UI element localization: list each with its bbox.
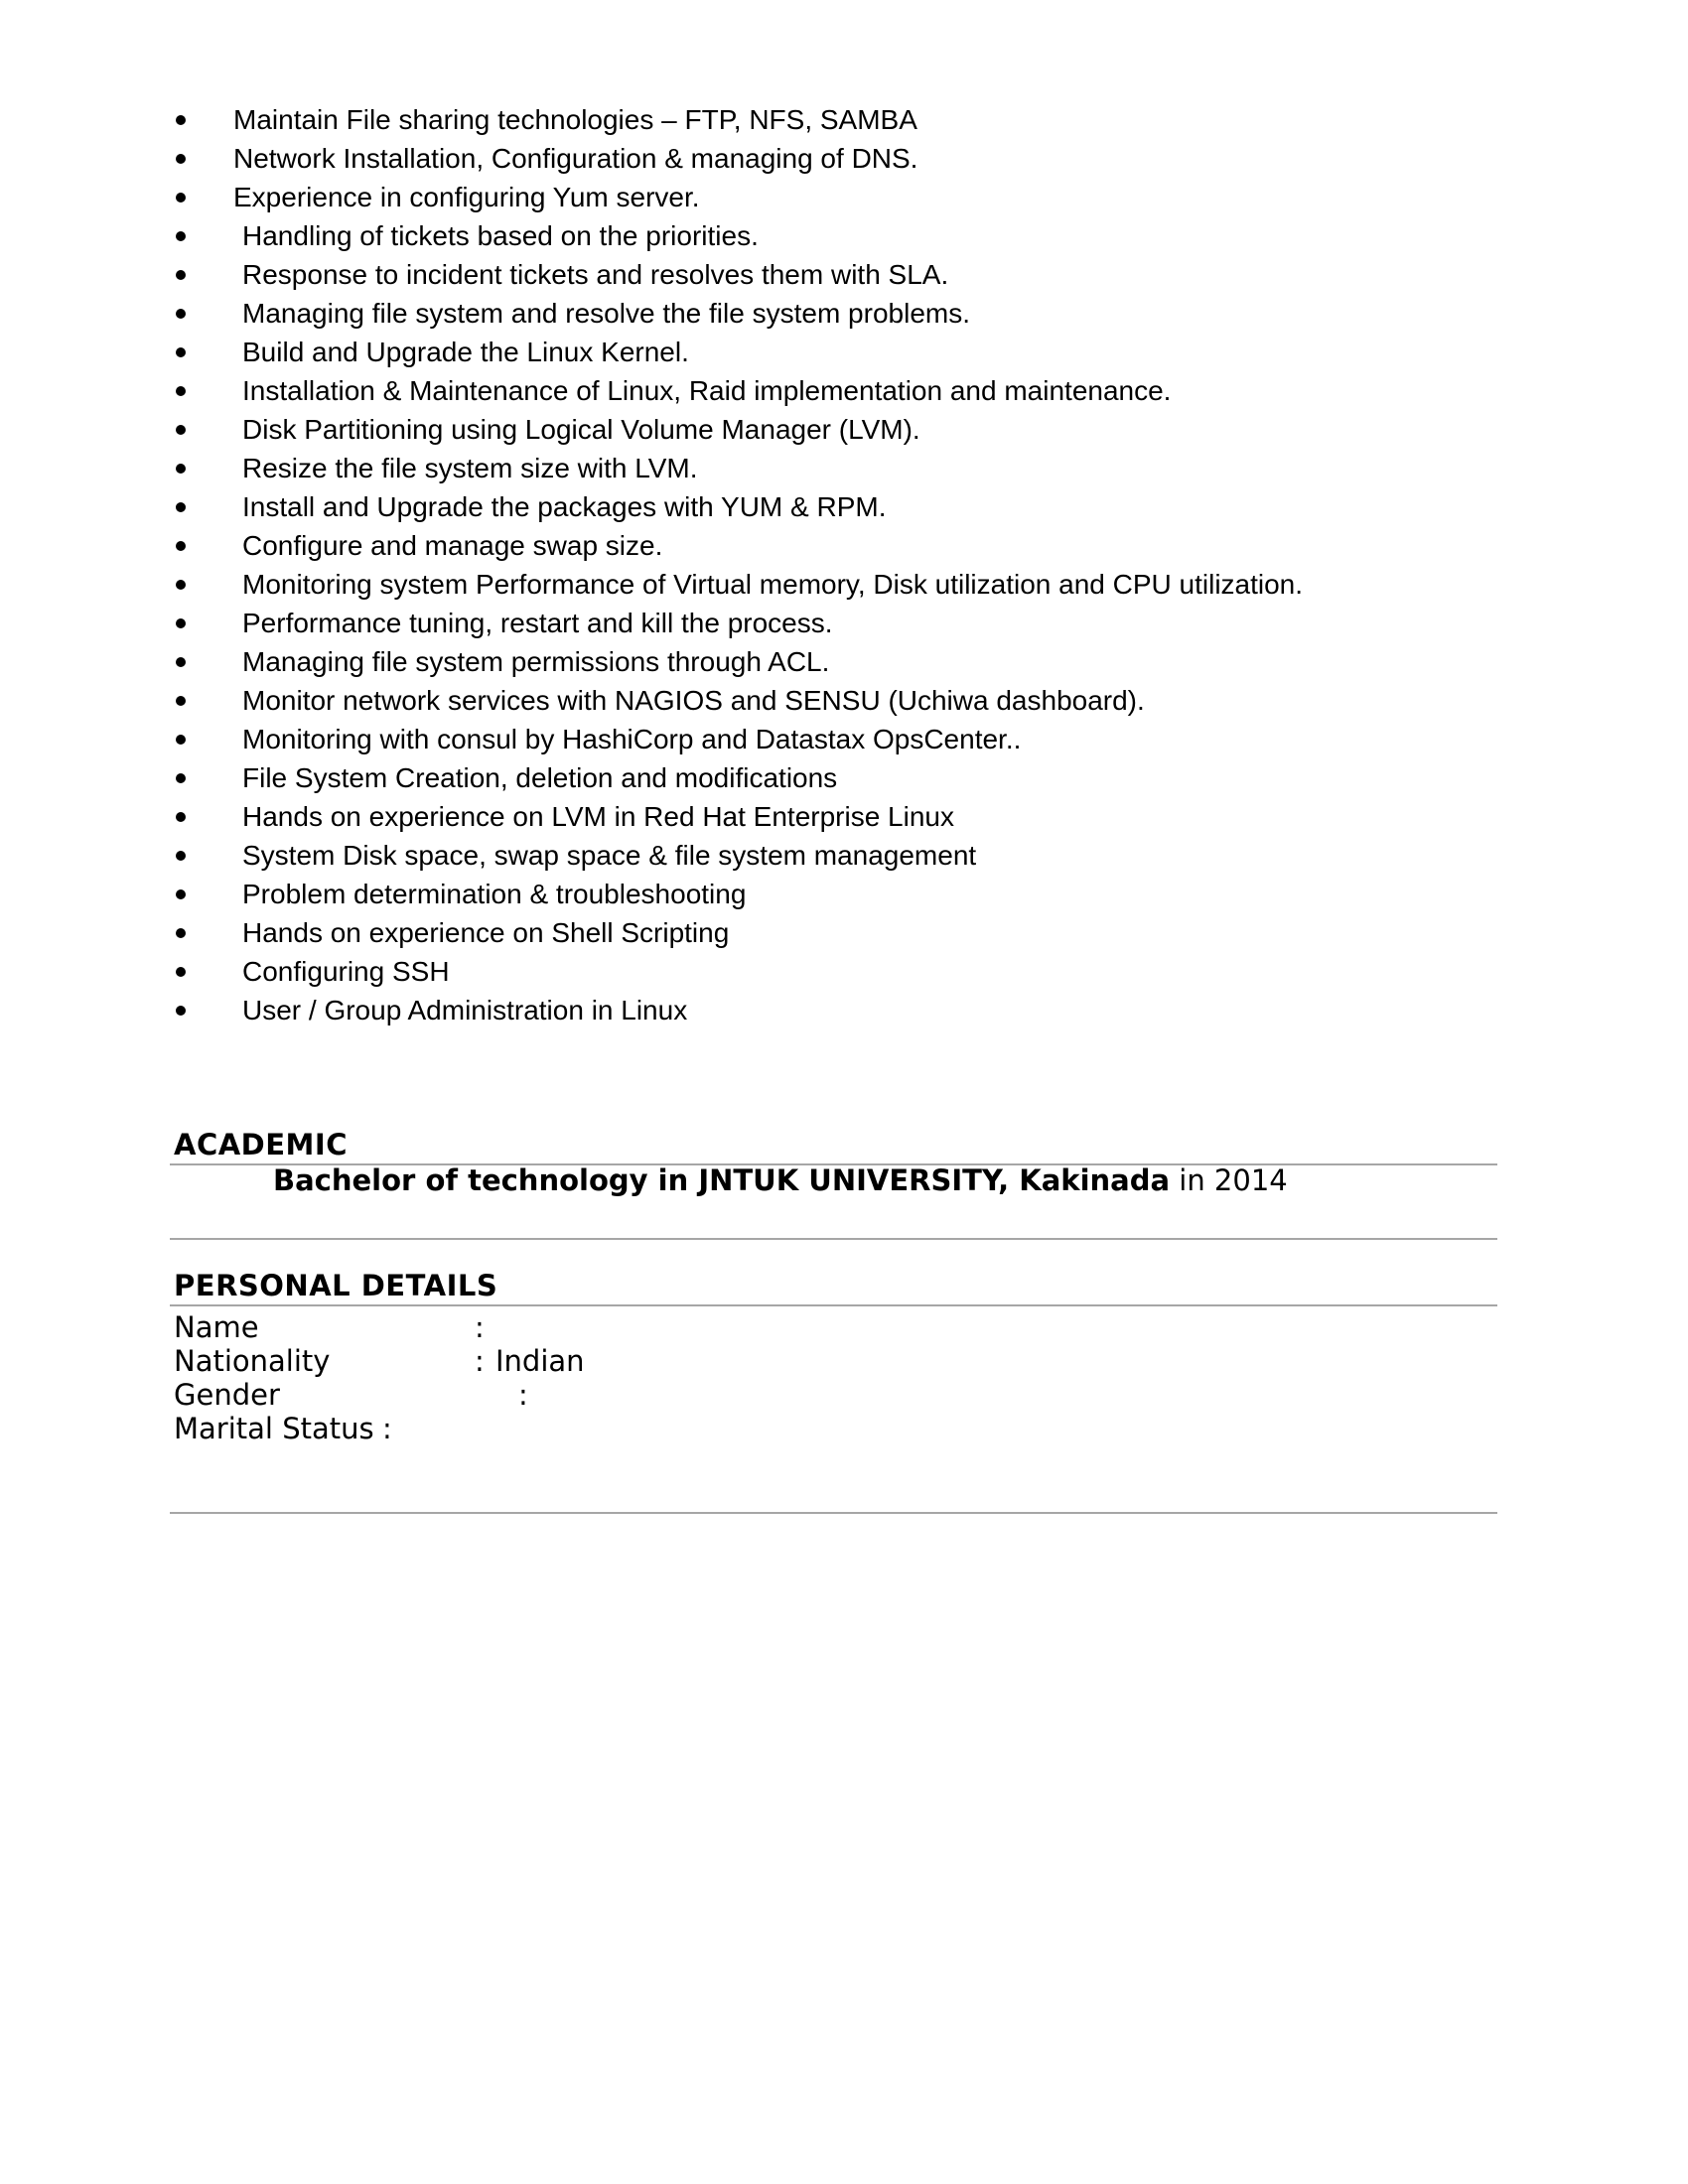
bullet-icon	[176, 541, 186, 551]
bullet-text: Network Installation, Configuration & managing of DNS.	[233, 143, 918, 174]
bullet-text: Monitoring with consul by HashiCorp and Datastax OpsCenter..	[242, 724, 1022, 754]
bullet-icon	[176, 464, 186, 474]
row-label: Marital Status	[174, 1412, 374, 1445]
personal-details-heading: PERSONAL DETAILS	[174, 1269, 498, 1302]
bullet-icon	[176, 812, 186, 822]
bullet-icon	[176, 889, 186, 899]
bullet-text: Installation & Maintenance of Linux, Raid implementation and maintenance.	[242, 375, 1172, 406]
bullet-text: Problem determination & troubleshooting	[242, 879, 747, 909]
row-colon: :	[475, 1344, 485, 1378]
bullet-icon	[176, 967, 186, 977]
bullet-icon	[176, 928, 186, 938]
bullet-icon	[176, 270, 186, 280]
bullet-text: Experience in configuring Yum server.	[233, 182, 700, 212]
degree-line	[273, 1163, 1288, 1197]
bullet-text: Hands on experience on LVM in Red Hat Enterprise Linux	[242, 801, 954, 832]
bullet-text: Monitoring system Performance of Virtual memory, Disk utilization and CPU utilization.	[242, 569, 1304, 600]
bullet-text: Performance tuning, restart and kill the process.	[242, 608, 833, 638]
bullet-text: Resize the file system size with LVM.	[242, 453, 698, 483]
bullet-icon	[176, 735, 186, 745]
row-label: Name	[174, 1310, 259, 1344]
academic-heading: ACADEMIC	[174, 1128, 348, 1161]
bullet-text: Disk Partitioning using Logical Volume Manager (LVM).	[242, 414, 920, 445]
bullet-icon	[176, 502, 186, 512]
bullet-icon	[176, 347, 186, 357]
bullet-text: Build and Upgrade the Linux Kernel.	[242, 337, 689, 367]
bullet-text: Monitor network services with NAGIOS and SENSU (Uchiwa dashboard).	[242, 685, 1145, 716]
bullet-text: Managing file system permissions through ACL.	[242, 646, 830, 677]
bullet-icon	[176, 193, 186, 203]
bottom-divider	[170, 1512, 1497, 1514]
bullet-text: Managing file system and resolve the file system problems.	[242, 298, 970, 329]
bullet-icon	[176, 1006, 186, 1016]
degree-year: in 2014	[1170, 1163, 1288, 1197]
bullet-icon	[176, 618, 186, 628]
bullet-text: Configuring SSH	[242, 956, 450, 987]
bullet-icon	[176, 773, 186, 783]
bullet-icon	[176, 425, 186, 435]
bullet-icon	[176, 231, 186, 241]
bullet-icon	[176, 580, 186, 590]
bullet-text: System Disk space, swap space & file system management	[242, 840, 977, 871]
bullet-text: Install and Upgrade the packages with YUM & RPM.	[242, 491, 887, 522]
bullet-text: Handling of tickets based on the priorities.	[242, 220, 759, 251]
personal-details-divider	[170, 1304, 1497, 1306]
row-colon: :	[518, 1378, 528, 1412]
bullet-icon	[176, 309, 186, 319]
row-label: Gender	[174, 1378, 280, 1412]
row-value: Indian	[495, 1344, 585, 1378]
bullet-text: Configure and manage swap size.	[242, 530, 663, 561]
bullet-icon	[176, 696, 186, 706]
bullet-text: Hands on experience on Shell Scripting	[242, 917, 730, 948]
row-label: Nationality	[174, 1344, 331, 1378]
section-divider	[170, 1238, 1497, 1240]
bullet-icon	[176, 154, 186, 164]
bullet-text: User / Group Administration in Linux	[242, 995, 688, 1025]
row-colon: :	[475, 1310, 485, 1344]
degree-title: Bachelor of technology in JNTUK UNIVERSITY, Kakinada	[273, 1163, 1171, 1197]
bullet-icon	[176, 851, 186, 861]
row-colon: :	[382, 1412, 392, 1445]
bullet-icon	[176, 115, 186, 125]
bullet-text: File System Creation, deletion and modifications	[242, 762, 838, 793]
bullet-text: Response to incident tickets and resolves them with SLA.	[242, 259, 949, 290]
bullet-text: Maintain File sharing technologies – FTP, NFS, SAMBA	[233, 104, 917, 135]
bullet-icon	[176, 386, 186, 396]
bullet-icon	[176, 657, 186, 667]
